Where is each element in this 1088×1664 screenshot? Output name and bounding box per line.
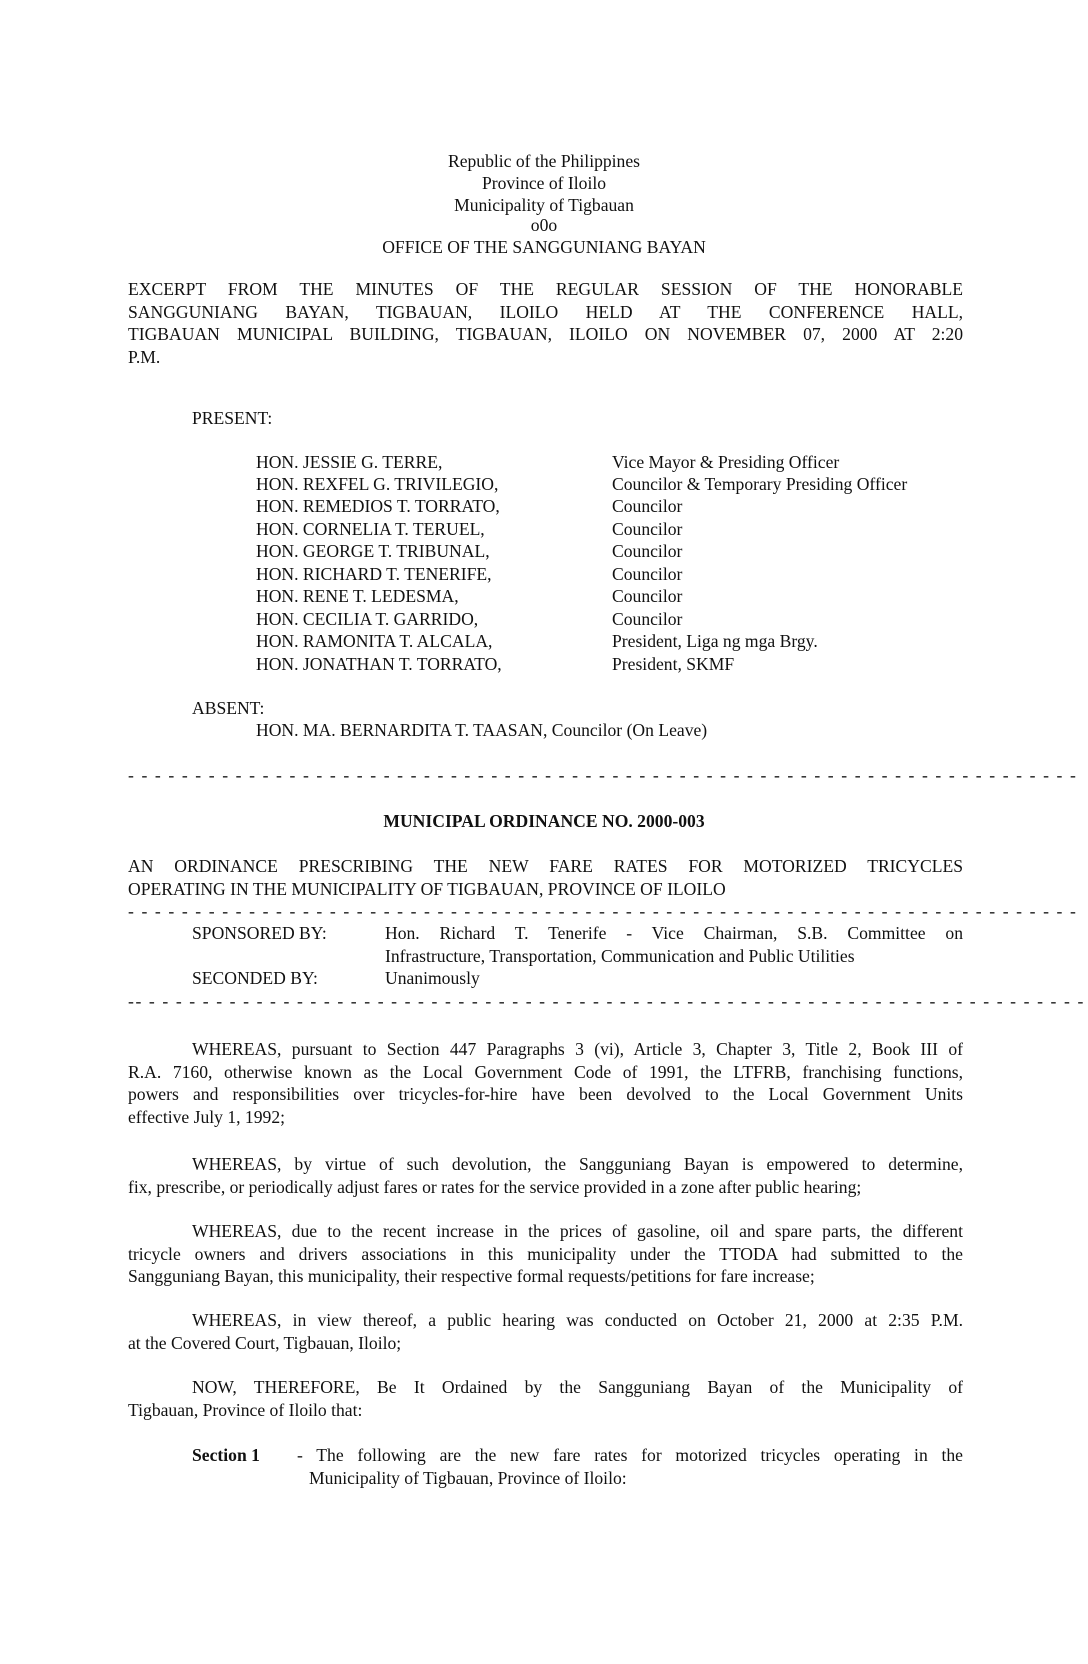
ordinance-subject: [128, 855, 963, 900]
whereas-line: powers and responsibilities over tricycles-for-hire have been devolved to the Local Government Units: [128, 1084, 963, 1105]
member-role: Councilor: [612, 586, 683, 606]
whereas-line: tricycle owners and drivers associations in this municipality under the TTODA had submitted to the: [128, 1243, 963, 1264]
excerpt-line: TIGBAUAN MUNICIPAL BUILDING, TIGBAUAN, ILOILO ON NOVEMBER 07, 2000 AT 2:20: [128, 324, 963, 345]
separator-line: - - - - - - - - - - - - - - - - - - - - - - - - - - - - - - - - - - - - - - - - - - - - - - - - - - - - - - - - - - - - - - - - - - - - - - -: [128, 765, 1078, 785]
member-role: President, Liga ng mga Brgy.: [612, 631, 818, 651]
subject-line: AN ORDINANCE PRESCRIBING THE NEW FARE RATES FOR MOTORIZED TRICYCLES: [128, 856, 963, 876]
header-office: OFFICE OF THE SANGGUNIANG BAYAN: [382, 237, 706, 257]
excerpt-line: EXCERPT FROM THE MINUTES OF THE REGULAR SESSION OF THE HONORABLE: [128, 279, 963, 299]
absent-member: HON. MA. BERNARDITA T. TAASAN, Councilor (On Leave): [256, 720, 708, 740]
header-municipality: Municipality of Tigbauan: [454, 195, 634, 215]
member-name: HON. CECILIA T. GARRIDO,: [256, 609, 479, 629]
section-line: - The following are the new fare rates for motorized tricycles operating in the: [297, 1445, 963, 1465]
ordained-line: Tigbauan, Province of Iloilo that:: [128, 1399, 363, 1420]
whereas-paragraph: [128, 1153, 963, 1198]
member-name: HON. GEORGE T. TRIBUNAL,: [256, 541, 490, 561]
section-text: [297, 1444, 963, 1489]
member-name: HON. RICHARD T. TENERIFE,: [256, 564, 492, 584]
whereas-line: at the Covered Court, Tigbauan, Iloilo;: [128, 1332, 402, 1353]
member-role: Councilor: [612, 541, 683, 561]
ordinance-title: MUNICIPAL ORDINANCE NO. 2000-003: [383, 811, 705, 831]
member-name: HON. RENE T. LEDESMA,: [256, 586, 459, 606]
member-name: HON. JONATHAN T. TORRATO,: [256, 654, 502, 674]
whereas-line: fix, prescribe, or periodically adjust fares or rates for the service provided in a zone after public hearing;: [128, 1176, 862, 1197]
sponsored-line: Hon. Richard T. Tenerife - Vice Chairman, S.B. Committee on: [385, 923, 963, 943]
whereas-line: WHEREAS, pursuant to Section 447 Paragraphs 3 (vi), Article 3, Chapter 3, Title 2, Book III of: [192, 1039, 963, 1059]
member-name: HON. REXFEL G. TRIVILEGIO,: [256, 474, 499, 494]
excerpt-line: P.M.: [128, 346, 161, 367]
seconded-value: Unanimously: [385, 968, 480, 988]
whereas-line: Sangguniang Bayan, this municipality, their respective formal requests/petitions for fare increase;: [128, 1266, 815, 1287]
member-name: HON. CORNELIA T. TERUEL,: [256, 519, 485, 539]
sponsored-label: SPONSORED BY:: [192, 923, 327, 943]
ordained-paragraph: [128, 1376, 963, 1421]
member-role: Councilor: [612, 564, 683, 584]
whereas-line: WHEREAS, due to the recent increase in the prices of gasoline, oil and spare parts, the different: [192, 1221, 963, 1241]
whereas-paragraph: [128, 1220, 963, 1288]
member-name: HON. RAMONITA T. ALCALA,: [256, 631, 493, 651]
present-label: PRESENT:: [192, 408, 273, 428]
member-role: Councilor: [612, 519, 683, 539]
header-ornament: o0o: [530, 215, 558, 235]
whereas-line: effective July 1, 1992;: [128, 1106, 286, 1127]
member-name: HON. REMEDIOS T. TORRATO,: [256, 496, 500, 516]
member-role: Councilor: [612, 609, 683, 629]
subject-line: OPERATING IN THE MUNICIPALITY OF TIGBAUAN, PROVINCE OF ILOILO: [128, 878, 726, 899]
excerpt-paragraph: [128, 278, 963, 368]
separator-line: -- - - - - - - - - - - - - - - - - - - - - - - - - - - - - - - - - - - - - - - - - - - - - - - - - - - - - - - - - - - - - - - - - - - - - - -: [128, 991, 1085, 1011]
whereas-line: WHEREAS, in view thereof, a public hearing was conducted on October 21, 2000 at 2:35 P.M.: [192, 1310, 963, 1330]
whereas-paragraph: [128, 1309, 963, 1354]
section-line: Municipality of Tigbauan, Province of Iloilo:: [309, 1467, 627, 1488]
sponsored-value: [385, 922, 963, 967]
absent-label: ABSENT:: [192, 698, 265, 718]
sponsored-line: Infrastructure, Transportation, Communication and Public Utilities: [385, 945, 855, 966]
member-name: HON. JESSIE G. TERRE,: [256, 452, 443, 472]
separator-line: - - - - - - - - - - - - - - - - - - - - - - - - - - - - - - - - - - - - - - - - - - - - - - - - - - - - - - - - - - - - - - - - - - - - - - -: [128, 901, 1078, 921]
member-role: President, SKMF: [612, 654, 735, 674]
member-role: Councilor & Temporary Presiding Officer: [612, 474, 908, 494]
member-role: Councilor: [612, 496, 683, 516]
section-label: Section 1: [192, 1445, 260, 1465]
excerpt-line: SANGGUNIANG BAYAN, TIGBAUAN, ILOILO HELD AT THE CONFERENCE HALL,: [128, 301, 963, 322]
whereas-line: WHEREAS, by virtue of such devolution, the Sangguniang Bayan is empowered to determine,: [192, 1154, 963, 1174]
ordained-line: NOW, THEREFORE, Be It Ordained by the Sangguniang Bayan of the Municipality of: [192, 1377, 963, 1397]
header-republic: Republic of the Philippines: [447, 151, 641, 171]
whereas-paragraph: [128, 1038, 963, 1128]
member-role: Vice Mayor & Presiding Officer: [612, 452, 840, 472]
header-province: Province of Iloilo: [481, 173, 607, 193]
whereas-line: R.A. 7160, otherwise known as the Local Government Code of 1991, the LTFRB, franchising functions,: [128, 1061, 963, 1082]
seconded-label: SECONDED BY:: [192, 968, 318, 988]
